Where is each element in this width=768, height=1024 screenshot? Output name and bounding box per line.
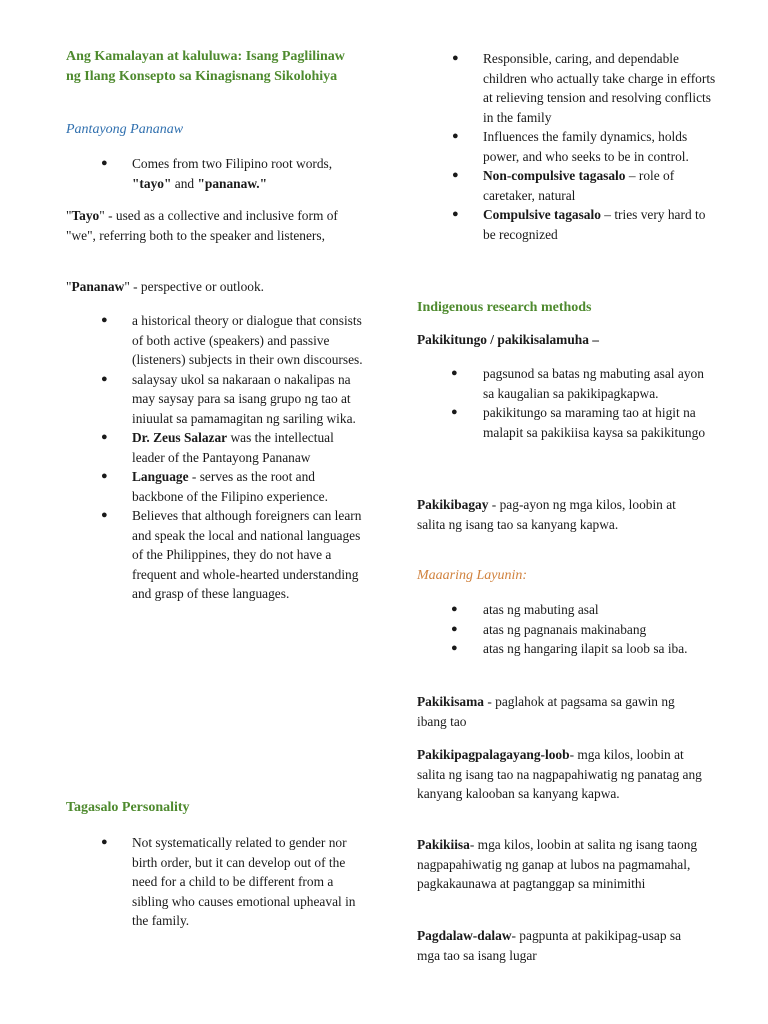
bullet-icon: ● xyxy=(452,169,459,181)
bullet-icon: ● xyxy=(452,52,459,64)
bullet-icon: ● xyxy=(452,208,459,220)
list-item: ● Comes from two Filipino root words, "tayo" and "pananaw." xyxy=(101,156,333,191)
layunin-heading: Maaaring Layunin: xyxy=(417,568,528,583)
tagasalo-list xyxy=(66,833,366,931)
bullet-icon: ● xyxy=(451,642,458,654)
bullet-icon: ● xyxy=(101,431,108,443)
tagasalo-heading: Tagasalo Personality xyxy=(66,800,190,815)
bullet-icon: ● xyxy=(101,314,108,326)
list-item: ● atas ng hangaring ilapit sa loob sa iba. xyxy=(417,639,717,659)
pagdalaw-dalaw-definition: Pagdalaw-dalaw- pagpunta at pakikipag-usap sa mga tao sa isang lugar xyxy=(417,928,682,963)
bullet-icon: ● xyxy=(451,603,458,615)
list-item: ● pagsunod sa batas ng mabuting asal ayon sa kaugalian sa pakikipagkapwa. xyxy=(451,366,704,401)
bullet-icon: ● xyxy=(451,406,458,418)
list-item: ● atas ng mabuting asal xyxy=(417,600,717,620)
list-item: ● Language - serves as the root and backbone of the Filipino experience. xyxy=(101,469,328,504)
pakikisama-definition: Pakikisama - paglahok at pagsama sa gawin ng ibang tao xyxy=(417,694,675,729)
pantayong-heading: Pantayong Pananaw xyxy=(66,122,184,137)
list-item: ● a historical theory or dialogue that consists of both active (speakers) and passive (listeners) subjects in their own discourses. xyxy=(101,313,363,367)
bullet-icon: ● xyxy=(101,836,108,848)
list-item: ● Dr. Zeus Salazar was the intellectual leader of the Pantayong Pananaw xyxy=(101,430,334,465)
bullet-icon: ● xyxy=(101,372,108,385)
bullet-icon: ● xyxy=(452,130,459,142)
list-item: ● pakikitungo sa maraming tao at higit na malapit sa pakikiisa kaysa sa pakikitungo xyxy=(451,405,706,440)
list-item: ● atas ng pagnanais makinabang xyxy=(417,620,717,640)
list-item: ● salaysay ukol sa nakaraan o nakalipas na may saysay para sa isang grupo ng tao at iniuulat sa pamamagitan ng sariling wika. xyxy=(101,371,356,426)
bullet-icon: ● xyxy=(101,509,108,521)
list-item: ● Responsible, caring, and dependable children who actually take charge in efforts at relieving tension and resolving conflicts in the family xyxy=(452,51,716,125)
bullet-icon: ● xyxy=(101,470,108,482)
tagasalo-traits-list xyxy=(417,49,717,244)
pakikiisa-definition: Pakikiisa- mga kilos, loobin at salita ng isang taong nagpapahiwatig ng ganap at lubos na pagmamahal, pagkakaunawa at pagtanggap sa minimithi xyxy=(417,837,698,891)
pantayong-origin-list xyxy=(66,154,366,193)
pananaw-definition: "Pananaw" - perspective or outlook. xyxy=(66,279,265,294)
pakikipagpalagayang-loob-definition: Pakikipagpalagayang-loob- mga kilos, loobin at salita ng isang tao na nagpapahiwatig ng panatag ang kanyang kalooban sa kanyang kapwa. xyxy=(417,747,702,801)
indigenous-heading: Indigenous research methods xyxy=(417,300,592,315)
document-title: Ang Kamalayan at kaluluwa: Isang Paglilinaw ng Ilang Konsepto sa Kinagisnang Sikolohiya xyxy=(66,49,345,84)
bullet-icon: ● xyxy=(451,367,458,379)
list-item: ● Influences the family dynamics, holds power, and who seeks to be in control. xyxy=(452,129,689,164)
layunin-list xyxy=(417,600,717,659)
pakikitungo-term: Pakikitungo / pakikisalamuha – xyxy=(417,332,599,347)
pantayong-details-list xyxy=(66,311,366,604)
pakikitungo-list xyxy=(417,364,717,442)
list-item: ● Believes that although foreigners can learn and speak the local and national languages of the Philippines, they do not have a frequent and whole-hearted understanding and grasp of these languages. xyxy=(101,508,362,601)
list-item: ● Non-compulsive tagasalo – role of caretaker, natural xyxy=(452,168,675,203)
list-item: ● Not systematically related to gender nor birth order, but it can develop out of the need for a child to be different from a sibling who causes emotional upheaval in the family. xyxy=(101,835,356,928)
bullet-icon: ● xyxy=(101,157,108,169)
list-item: ● Compulsive tagasalo – tries very hard to be recognized xyxy=(452,207,706,242)
pakikibagay-definition: Pakikibagay - pag-ayon ng mga kilos, loobin at salita ng isang tao sa kanyang kapwa. xyxy=(417,497,676,532)
bullet-icon: ● xyxy=(451,622,458,635)
tayo-definition: "Tayo" - used as a collective and inclusive form of "we", referring both to the speaker and listeners, xyxy=(66,208,338,243)
